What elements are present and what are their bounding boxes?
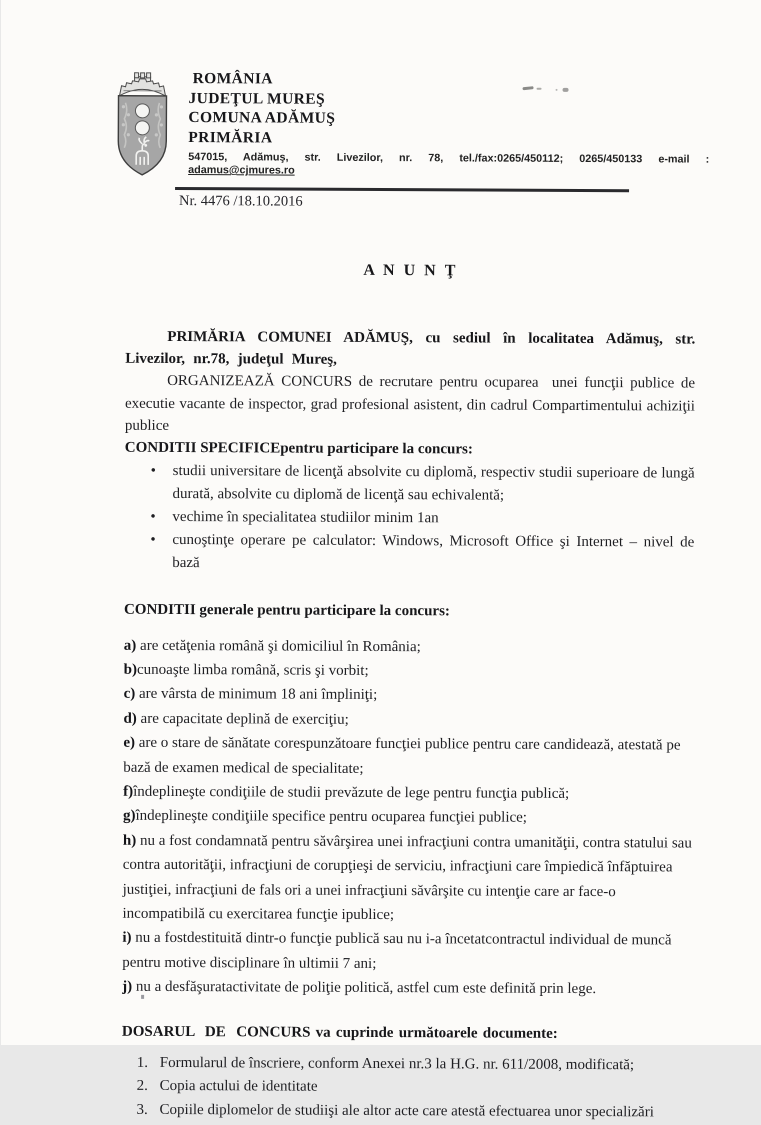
letterhead — [113, 69, 710, 180]
letterhead-divider — [175, 187, 629, 192]
list-item: c) are vârsta de minimum 18 ani împliniţi; — [123, 682, 693, 709]
list-item: j) nu a desfăşuratactivitate de poliţie politică, astfel cum este definită prin lege. — [122, 975, 692, 1002]
letterhead-commune: COMUNA ADĂMUŞ — [188, 108, 709, 130]
letterhead-institution: PRIMĂRIA — [188, 128, 709, 150]
intro-paragraph-1: PRIMĂRIA COMUNEI ADĂMUŞ, cu sediul în localitatea Adămuş, str. Livezilor, nr.78, judeţul Mureş, — [125, 326, 695, 373]
list-item: h) nu a fost condamnată pentru săvârşirea unei infracţiuni contra umanităţii, contra statului sau contra autorităţii, infracţiuni de corupţieşi de serviciu, infracţiuni care împiedică înfăptuirea justiţiei, infracţiuni de fals ori a unei infracţiuni săvârşite cu intenţie care ar face-o incompatibilă cu exercitarea funcţie ipublice; — [122, 828, 692, 928]
letterhead-address: 547015, Adămuş, str. Livezilor, nr. 78, tel./fax:0265/450112; 0265/450133 e-mail : — [188, 150, 709, 167]
letterhead-county: JUDEŢUL MUREŞ — [188, 89, 709, 111]
list-item: g)îndeplineşte condiţiile specifice pentru ocuparea funcţiei publice; — [122, 804, 692, 831]
general-conditions-list — [122, 633, 694, 1002]
list-item: 1. Formularul de înscriere, conform Anexei nr.3 la H.G. nr. 611/2008, modificată; — [121, 1051, 691, 1077]
list-item: i) nu a fostdestituită dintr-o funcţie publică sau nu i-a încetatcontractul individual de muncă pentru motive disciplinare în ultimii 7 ani; — [122, 926, 692, 978]
dossier-heading: DOSARUL DE CONCURS va cuprinde următoarele documente: — [121, 1021, 691, 1045]
list-item: a) are cetăţenia română şi domiciliul în România; — [123, 633, 693, 660]
specific-conditions-list — [124, 459, 695, 577]
letterhead-country: ROMÂNIA — [188, 69, 709, 91]
registration-number: Nr. 4476 /18.10.2016 — [178, 193, 302, 211]
dossier-documents-list — [121, 1051, 691, 1125]
list-item: • vechime în specialitatea studiilor minim 1an — [124, 505, 694, 531]
scanned-document-page — [1, 0, 761, 1045]
document-body — [121, 261, 695, 1125]
list-item: 3. Copiile diplomelor de studiişi ale altor acte care atestă efectuarea unor specializări — [121, 1099, 691, 1125]
list-item: • cunoştinţe operare pe calculator: Windows, Microsoft Office şi Internet – nivel de bază — [124, 528, 694, 577]
coat-of-arms-icon — [113, 69, 172, 177]
list-item: b)cunoaşte limba română, scris şi vorbit; — [123, 658, 693, 685]
specific-conditions-heading: CONDITII SPECIFICEpentru participare la concurs: — [124, 437, 694, 461]
list-item: d) are capacitate deplină de exerciţiu; — [123, 706, 693, 733]
letterhead-email: adamus@cjmures.ro — [188, 164, 709, 180]
list-item: e) are o stare de sănătate corespunzătoare funcţiei publice pentru care candidează, atestată pe bază de examen medical de specialitate; — [123, 731, 693, 783]
list-item: f)îndeplineşte condiţiile de studii prevăzute de lege pentru funcţia publică; — [123, 780, 693, 807]
intro-paragraph-2: ORGANIZEAZĂ CONCURS de recrutare pentru ocuparea unei funcţii publice de executie vacante de inspector, grad profesional asistent, din cadrul Compartimentului achiziţii publice — [124, 370, 694, 440]
list-item: 2. Copia actului de identitate — [121, 1075, 691, 1101]
general-conditions-heading: CONDITII generale pentru participare la concurs: — [123, 599, 693, 623]
list-item: • studii universitare de licenţă absolvite cu diplomă, respectiv studii superioare de lungă durată, absolvite cu diplomă de licenţă sau echivalentă; — [124, 459, 694, 508]
document-title: A N U N Ţ — [125, 261, 695, 282]
